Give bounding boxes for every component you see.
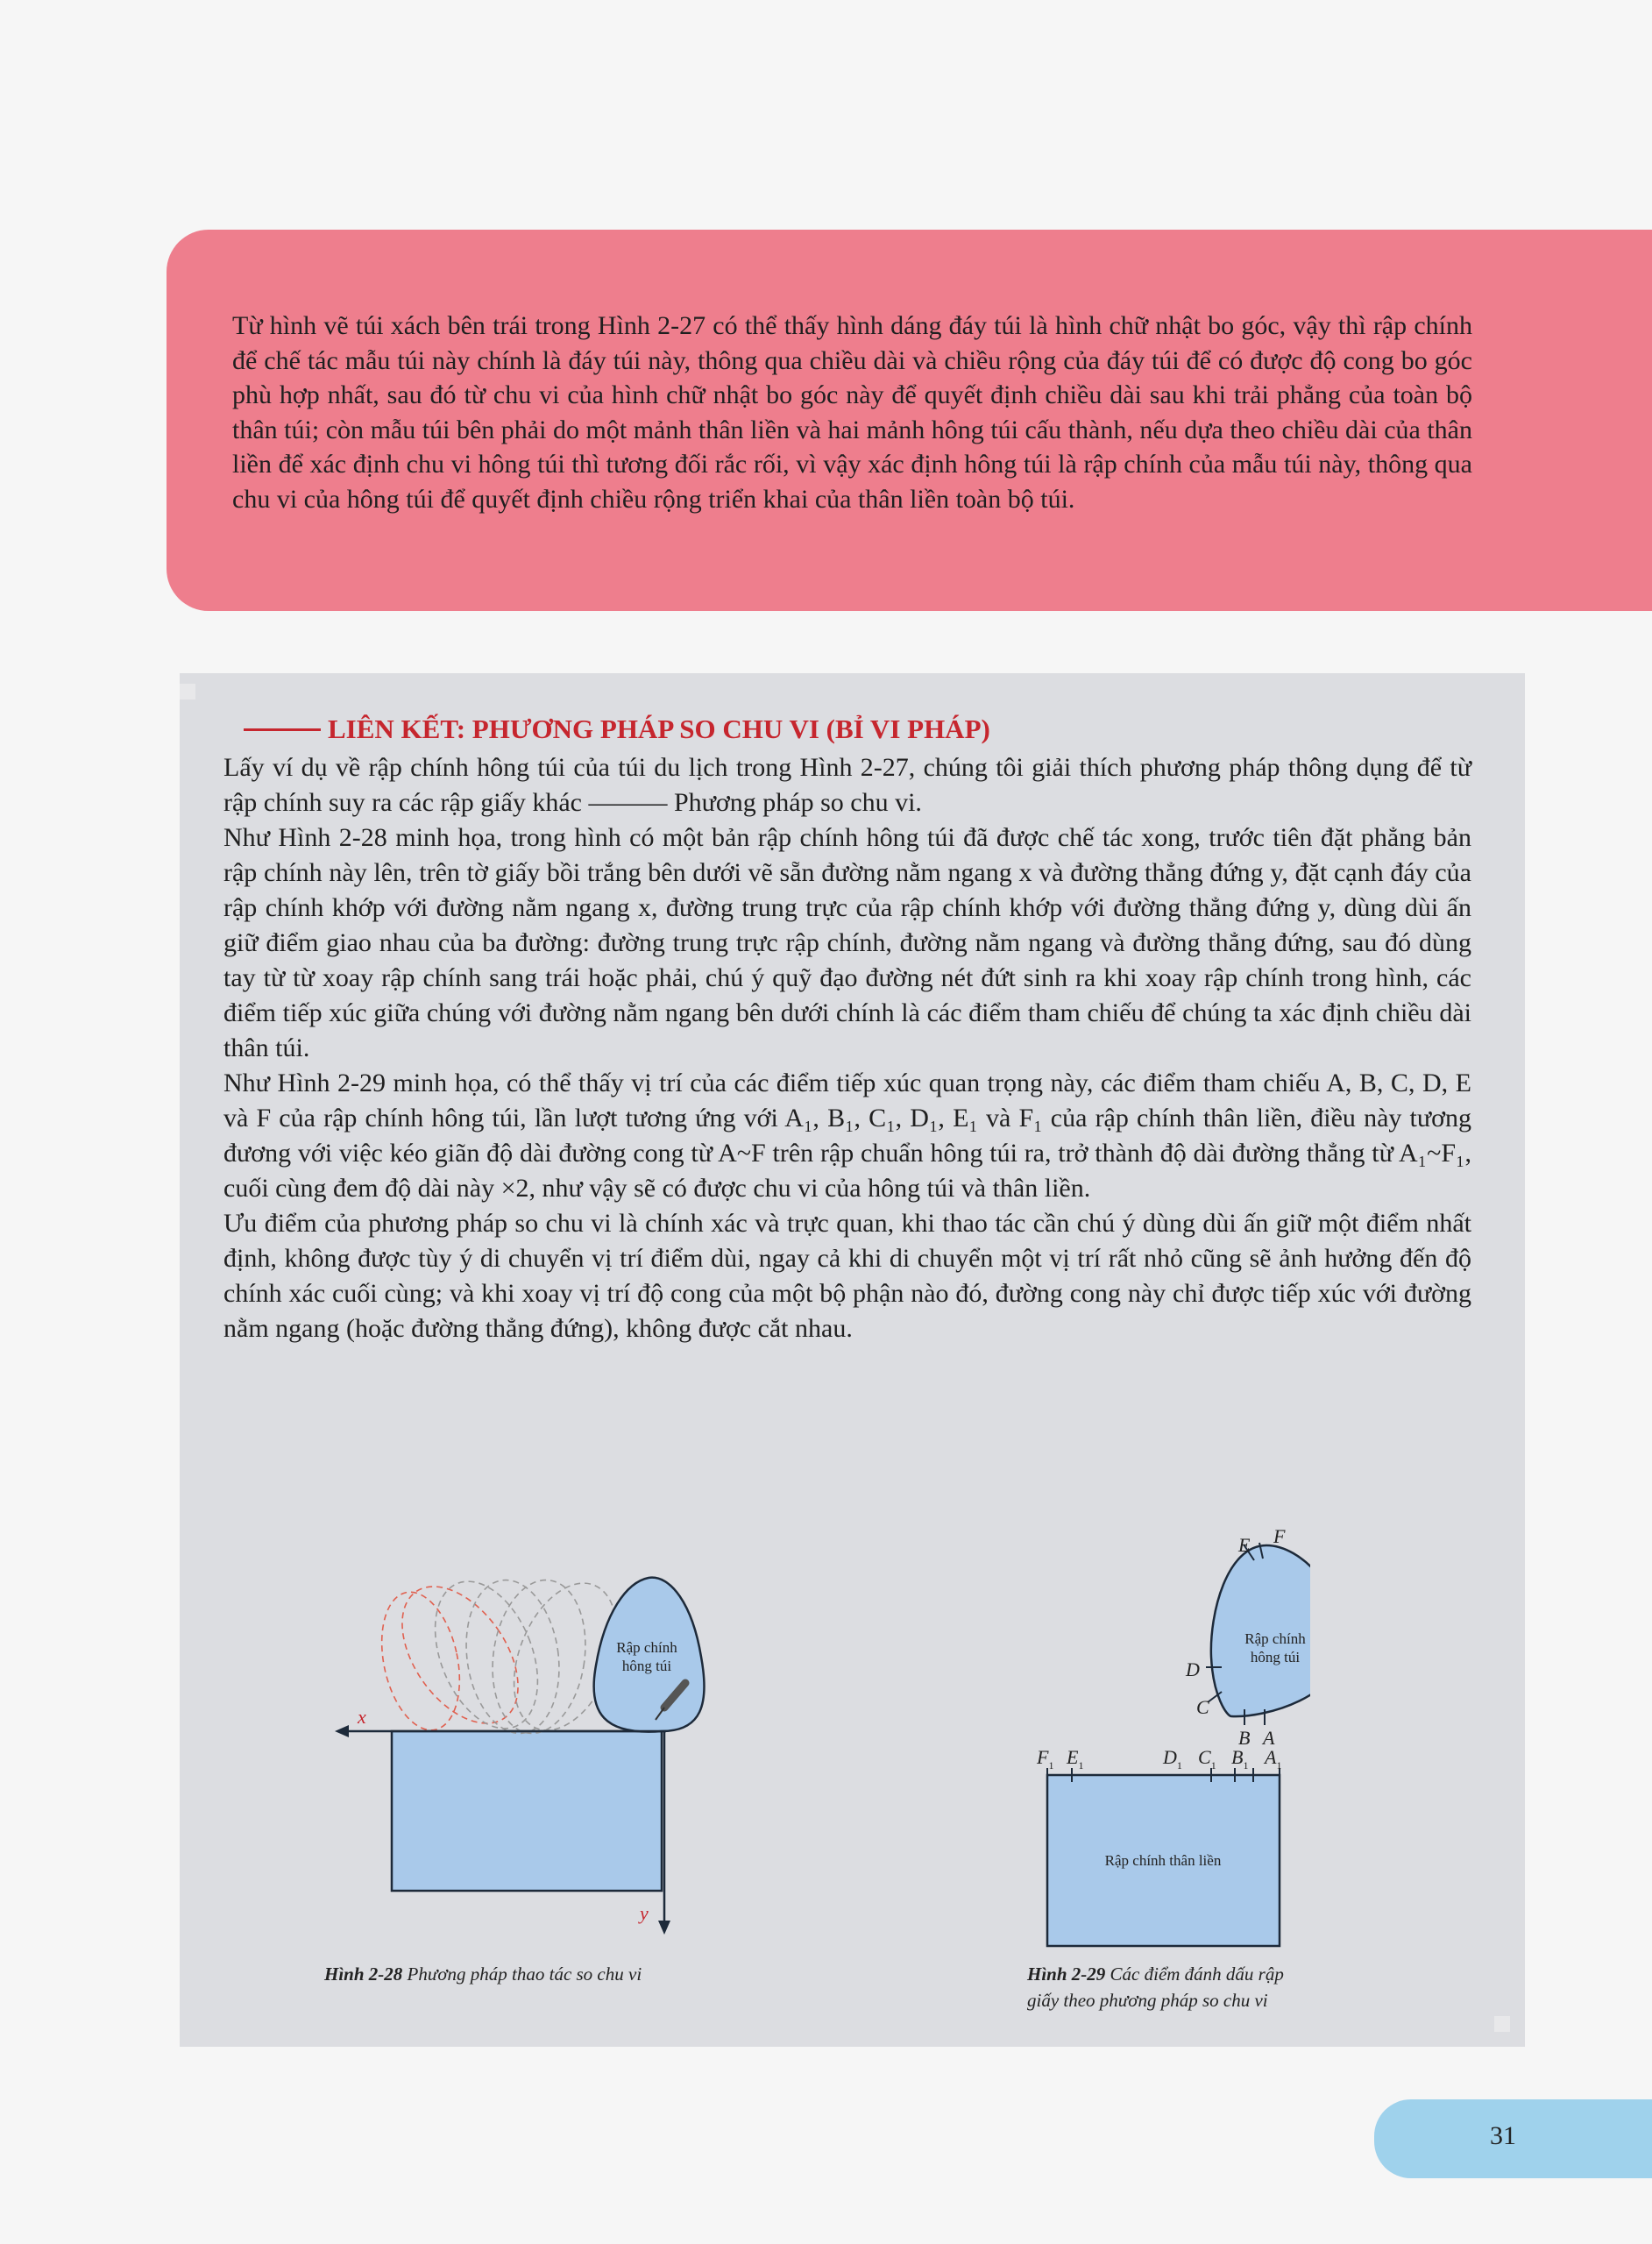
body-label: Rập chính thân liền <box>1104 1852 1222 1869</box>
svg-text:C1 <box>1198 1746 1216 1772</box>
link-paragraph-4: Ưu điểm của phương pháp so chu vi là chính xác và trực quan, khi thao tác cần chú ý dùng dùi ấn giữ một điểm nhất định, không được tùy ý di chuyển vị trí điểm dùi, ngay cả khi di chuyển một vị trí rất nhỏ cũng sẽ ảnh hưởng đến độ chính xác cuối cùng; và khi xoay vị trí độ cong của một bộ phận nào đó, đường cong này chỉ được tiếp xúc với đường nằm ngang (hoặc đường thẳng đứng), không được cắt nhau. <box>223 1209 1471 1343</box>
subscript: 1 <box>1210 1759 1216 1772</box>
point-F1: F <box>1037 1746 1049 1768</box>
point-D1: D <box>1163 1746 1177 1768</box>
svg-text:A1 <box>1263 1746 1281 1772</box>
subscript: 1 <box>1048 1759 1054 1772</box>
point-D: D <box>1186 1658 1200 1680</box>
y-axis-label: y <box>640 1902 649 1924</box>
figure-2-29-caption <box>1027 1961 1343 2013</box>
panel-corner-mark <box>1494 2016 1510 2032</box>
link-heading-text: LIÊN KẾT: PHƯƠNG PHÁP SO CHU VI (BỈ VI PHÁP) <box>328 714 990 744</box>
svg-text:E1 <box>1066 1746 1083 1772</box>
pattern-label-2: hông túi <box>1250 1649 1301 1665</box>
figure-2-28 <box>324 1552 745 1955</box>
base-point-labels <box>1036 1746 1281 1772</box>
point-A1: A <box>1265 1746 1277 1768</box>
link-paragraph-1: Lấy ví dụ về rập chính hông túi của túi du lịch trong Hình 2-27, chúng tôi giải thích phương pháp thông dụng để từ rập chính suy ra các rập giấy khác ——— Phương pháp so chu vi. <box>223 753 1471 817</box>
page-number: 31 <box>1490 2121 1516 2150</box>
point-F: F <box>1273 1525 1286 1547</box>
point-E1: E <box>1067 1746 1079 1768</box>
figure-2-29 <box>1030 1508 1310 1964</box>
point-B: B <box>1238 1727 1251 1749</box>
base-pattern-rect <box>392 1731 662 1891</box>
caption-text-line-1: Các điểm đánh dấu rập <box>1105 1964 1284 1985</box>
figure-2-28-caption <box>324 1961 745 1987</box>
subscript: 1 <box>1176 1759 1182 1772</box>
point-C: C <box>1196 1696 1209 1718</box>
point-E: E <box>1238 1534 1251 1556</box>
pattern-label-1: Rập chính <box>616 1639 677 1656</box>
caption-number: Hình 2-28 <box>324 1964 403 1985</box>
pattern-label-2: hông túi <box>621 1658 672 1674</box>
pattern-label-1: Rập chính <box>1244 1630 1306 1647</box>
svg-text:F1 <box>1036 1746 1053 1772</box>
intro-paragraph: Từ hình vẽ túi xách bên trái trong Hình 2-27 có thể thấy hình dáng đáy túi là hình chữ nhật bo góc, vậy thì rập chính để chế tác mẫu túi này chính là đáy túi này, thông qua chiều dài và chiều rộng của đáy túi để có được độ cong bo góc phù hợp nhất, sau đó từ chu vi của hình chữ nhật bo góc này để quyết định chiều dài sau khi trải phẳng của toàn bộ thân túi; còn mẫu túi bên phải do một mảnh thân liền và hai mảnh hông túi cấu thành, nếu dựa theo chiều dài của thân liền để xác định chu vi hông túi thì tương đối rắc rối, vì vậy xác định hông túi là rập chính của mẫu túi này, thông qua chu vi của hông túi để quyết định chiều rộng triển khai của thân liền toàn bộ túi. <box>232 311 1472 514</box>
link-heading <box>244 714 1471 745</box>
link-paragraph-2: Như Hình 2-28 minh họa, trong hình có một bản rập chính hông túi đã được chế tác xong, trước tiên đặt phẳng bản rập chính này lên, trên tờ giấy bồi trắng bên dưới vẽ sẵn đường nằm ngang x và đường thẳng đứng y, đặt cạnh đáy của rập chính khớp với đường nằm ngang x, đường trung trực của rập chính khớp với đường thẳng đứng y, dùng dùi ấn giữ điểm giao nhau của ba đường: đường trung trực rập chính, đường nằm ngang và đường thẳng đứng, sau đó dùng tay từ từ xoay rập chính sang trái hoặc phải, chú ý quỹ đạo đường nét đứt sinh ra khi xoay rập chính trong hình, các điểm tiếp xúc giữa chúng với đường nằm ngang bên dưới chính là các điểm tham chiếu để chúng ta xác định chiều dài thân túi. <box>223 823 1471 1062</box>
caption-text-line-2: giấy theo phương pháp so chu vi <box>1027 1990 1268 2011</box>
subscript: 1 <box>1243 1759 1249 1772</box>
y-axis-arrow <box>658 1921 670 1935</box>
caption-number: Hình 2-29 <box>1027 1964 1106 1985</box>
panel-corner-mark <box>180 684 195 699</box>
svg-text:D1 <box>1162 1746 1182 1772</box>
link-body <box>223 750 1471 1346</box>
point-A: A <box>1263 1727 1275 1749</box>
point-C1: C <box>1198 1746 1211 1768</box>
rotation-trajectory <box>370 1566 636 1745</box>
x-axis-arrow <box>335 1725 349 1737</box>
subscript: 1 <box>1078 1759 1084 1772</box>
subscript: 1 <box>1276 1759 1282 1772</box>
svg-text:B1 <box>1231 1746 1248 1772</box>
heading-dash <box>244 728 321 731</box>
caption-text: Phương pháp thao tác so chu vi <box>402 1964 642 1985</box>
x-axis-label: x <box>358 1706 366 1728</box>
link-paragraph-3: Như Hình 2-29 minh họa, có thể thấy vị trí của các điểm tiếp xúc quan trọng này, các điểm tham chiếu A, B, C, D, E và F của rập chính hông túi, lần lượt tương ứng với A₁, B₁, C₁, D₁, E₁ và F₁ của rập chính thân liền, điều này tương đương với việc kéo giãn độ dài đường cong từ A~F trên rập chuẩn hông túi ra, trở thành độ dài đường thẳng từ A₁~F₁, cuối cùng đem độ dài này ×2, như vậy sẽ có được chu vi của hông túi và thân liền. <box>223 1069 1471 1203</box>
point-B1: B <box>1231 1746 1244 1768</box>
